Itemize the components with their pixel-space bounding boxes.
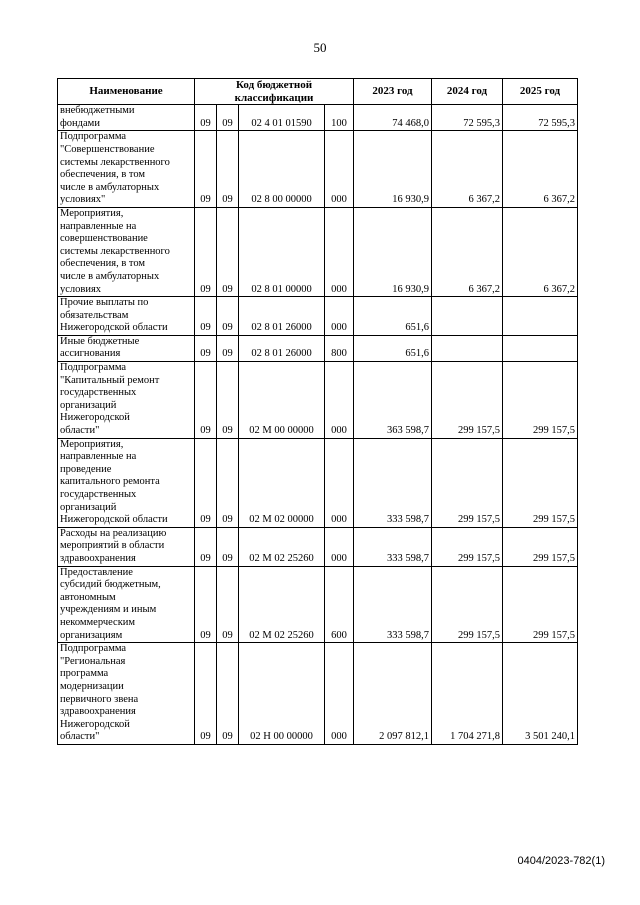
value-2025: 299 157,5 [503,527,578,566]
value-2025: 3 501 240,1 [503,643,578,745]
code-expense-type: 600 [325,566,354,643]
table-row [58,566,578,643]
code-expense-type: 000 [325,527,354,566]
code-target: 02 8 01 00000 [239,207,325,296]
code-section: 09 [195,131,217,208]
row-name: Иные бюджетные ассигнования [58,335,195,361]
value-2025: 299 157,5 [503,566,578,643]
code-target: 02 М 02 00000 [239,438,325,527]
header-2024: 2024 год [432,79,503,105]
value-2023: 333 598,7 [354,438,432,527]
code-expense-type: 000 [325,207,354,296]
code-subsection: 09 [217,105,239,131]
header-row [58,79,578,105]
table-row [58,643,578,745]
code-subsection: 09 [217,297,239,336]
value-2024: 299 157,5 [432,527,503,566]
code-subsection: 09 [217,335,239,361]
code-expense-type: 000 [325,438,354,527]
header-name: Наименование [58,79,195,105]
code-subsection: 09 [217,207,239,296]
header-code: Код бюджетной классификации [195,79,354,105]
code-section: 09 [195,335,217,361]
code-section: 09 [195,297,217,336]
code-target: 02 4 01 01590 [239,105,325,131]
value-2024: 72 595,3 [432,105,503,131]
row-name: Мероприятия, направленные на совершенствование системы лекарственного обеспечения, в том числе в амбулаторных условиях [58,207,195,296]
value-2025: 72 595,3 [503,105,578,131]
code-target: 02 8 01 26000 [239,297,325,336]
value-2023: 2 097 812,1 [354,643,432,745]
header-2023: 2023 год [354,79,432,105]
code-subsection: 09 [217,643,239,745]
table-body [58,105,578,745]
value-2024: 6 367,2 [432,207,503,296]
code-section: 09 [195,105,217,131]
value-2025: 6 367,2 [503,131,578,208]
code-subsection: 09 [217,438,239,527]
value-2024: 299 157,5 [432,566,503,643]
code-section: 09 [195,438,217,527]
value-2024: 299 157,5 [432,438,503,527]
value-2023: 651,6 [354,335,432,361]
value-2023: 16 930,9 [354,207,432,296]
value-2023: 74 468,0 [354,105,432,131]
code-subsection: 09 [217,566,239,643]
code-subsection: 09 [217,362,239,439]
row-name: Подпрограмма "Совершенствование системы лекарственного обеспечения, в том числе в амбулаторных условиях" [58,131,195,208]
table-row [58,438,578,527]
table-row [58,207,578,296]
row-name: Предоставление субсидий бюджетным, автономным учреждениям и иным некоммерческим организациям [58,566,195,643]
row-name: Прочие выплаты по обязательствам Нижегородской области [58,297,195,336]
code-expense-type: 000 [325,131,354,208]
value-2023: 363 598,7 [354,362,432,439]
code-section: 09 [195,527,217,566]
code-subsection: 09 [217,527,239,566]
value-2025: 6 367,2 [503,207,578,296]
value-2024: 1 704 271,8 [432,643,503,745]
row-name: Мероприятия, направленные на проведение капитального ремонта государственных организаций Нижегородской области [58,438,195,527]
value-2023: 333 598,7 [354,527,432,566]
budget-table [57,78,578,745]
row-name: Расходы на реализацию мероприятий в области здравоохранения [58,527,195,566]
code-target: 02 М 00 00000 [239,362,325,439]
code-subsection: 09 [217,131,239,208]
code-expense-type: 000 [325,297,354,336]
value-2023: 333 598,7 [354,566,432,643]
value-2025: 299 157,5 [503,362,578,439]
code-expense-type: 000 [325,362,354,439]
table-row [58,335,578,361]
page-number: 50 [313,40,327,55]
row-name: Подпрограмма "Капитальный ремонт государственных организаций Нижегородской области" [58,362,195,439]
document-code: 0404/2023-782(1) [517,855,605,867]
value-2025 [503,297,578,336]
value-2025 [503,335,578,361]
table-row [58,362,578,439]
value-2025: 299 157,5 [503,438,578,527]
code-section: 09 [195,362,217,439]
row-name: Подпрограмма "Региональная программа модернизации первичного звена здравоохранения Нижегородской области" [58,643,195,745]
code-target: 02 8 00 00000 [239,131,325,208]
table-row [58,131,578,208]
table-row [58,527,578,566]
table-row [58,105,578,131]
table-row [58,297,578,336]
code-expense-type: 800 [325,335,354,361]
code-section: 09 [195,207,217,296]
row-name: внебюджетными фондами [58,105,195,131]
code-target: 02 М 02 25260 [239,566,325,643]
value-2023: 16 930,9 [354,131,432,208]
code-section: 09 [195,566,217,643]
code-expense-type: 000 [325,643,354,745]
value-2024: 299 157,5 [432,362,503,439]
value-2024: 6 367,2 [432,131,503,208]
value-2024 [432,297,503,336]
code-target: 02 8 01 26000 [239,335,325,361]
value-2024 [432,335,503,361]
code-target: 02 М 02 25260 [239,527,325,566]
code-section: 09 [195,643,217,745]
code-expense-type: 100 [325,105,354,131]
header-2025: 2025 год [503,79,578,105]
value-2023: 651,6 [354,297,432,336]
code-target: 02 Н 00 00000 [239,643,325,745]
